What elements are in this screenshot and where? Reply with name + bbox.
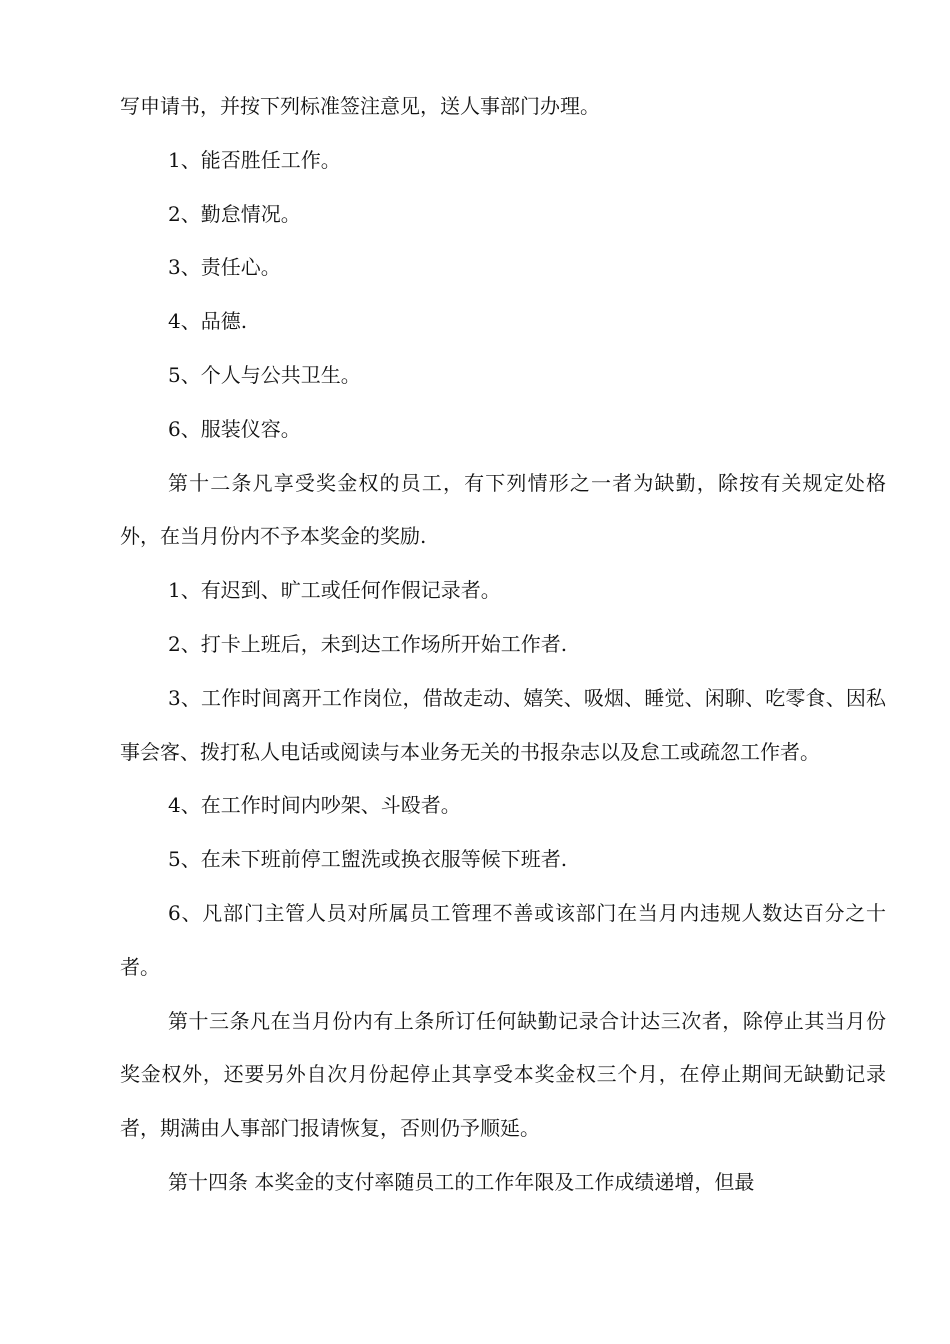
list-item: 3、工作时间离开工作岗位，借故走动、嬉笑、吸烟、睡觉、闲聊、吃零食、因私事会客、拨打私人电话或阅读与本业务无关的书报杂志以及怠工或疏忽工作者。 bbox=[120, 685, 886, 764]
article-14-paragraph: 第十四条 本奖金的支付率随员工的工作年限及工作成绩递增，但最 bbox=[168, 1169, 755, 1194]
list-item: 6、凡部门主管人员对所属员工管理不善或该部门在当月内违规人数达百分之十者。 bbox=[120, 900, 886, 979]
list-item: 5、个人与公共卫生。 bbox=[168, 362, 361, 387]
list-item: 4、品德. bbox=[168, 309, 248, 334]
list-item: 3、责任心。 bbox=[168, 255, 281, 280]
list-item: 1、有迟到、旷工或任何作假记录者。 bbox=[168, 578, 501, 603]
list-item: 5、在未下班前停工盥洗或换衣服等候下班者. bbox=[168, 847, 568, 872]
list-item: 2、打卡上班后，未到达工作场所开始工作者. bbox=[168, 631, 568, 656]
paragraph-application: 写申请书，并按下列标准签注意见，送人事部门办理。 bbox=[120, 94, 600, 118]
list-item: 1、能否胜任工作。 bbox=[168, 147, 341, 172]
article-13-paragraph: 第十三条凡在当月份内有上条所订任何缺勤记录合计达三次者，除停止其当月份奖金权外，还要另外自次月份起停止其享受本奖金权三个月，在停止期间无缺勤记录者，期满由人事部门报请恢复，否则仍予顺延。 bbox=[120, 1008, 886, 1141]
list-item: 2、勤怠情况。 bbox=[168, 201, 301, 226]
article-12-paragraph: 第十二条凡享受奖金权的员工，有下列情形之一者为缺勤，除按有关规定处格外，在当月份内不予本奖金的奖励. bbox=[120, 470, 886, 549]
list-item: 4、在工作时间内吵架、斗殴者。 bbox=[168, 793, 461, 818]
list-item: 6、服装仪容。 bbox=[168, 416, 301, 441]
document-body bbox=[120, 80, 886, 1210]
